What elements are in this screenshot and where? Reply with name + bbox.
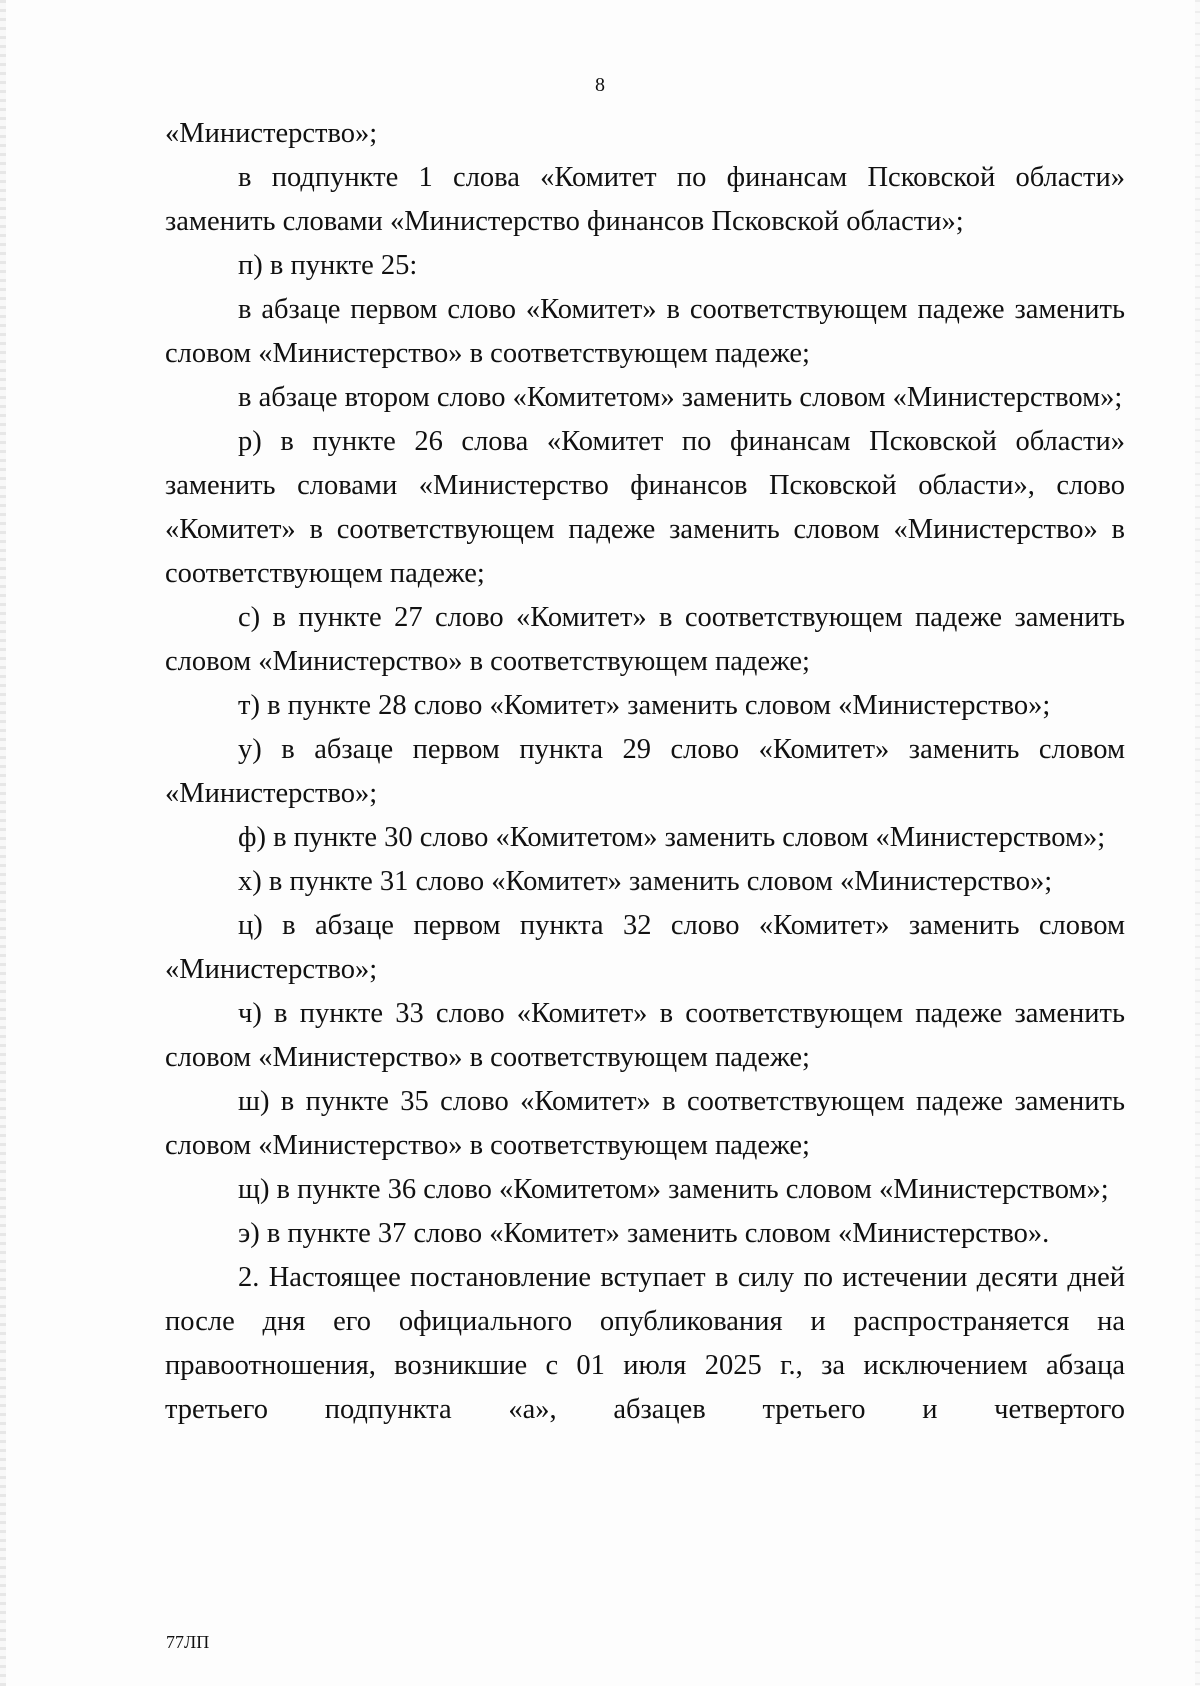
paragraph: ш) в пункте 35 слово «Комитет» в соответствующем падеже заменить словом «Министерство» в соответствующем падеже; <box>165 1086 1125 1161</box>
paragraph: «Министерство»; <box>165 118 378 149</box>
paragraph: ф) в пункте 30 слово «Комитетом» заменить словом «Министерством»; <box>238 822 1106 853</box>
paragraph: п) в пункте 25: <box>238 250 418 281</box>
paragraph: в абзаце первом слово «Комитет» в соответствующем падеже заменить словом «Министерство» в соответствующем падеже; <box>165 294 1125 369</box>
paragraph: р) в пункте 26 слова «Комитет по финансам Псковской области» заменить словами «Министерство финансов Псковской области», слово «Комитет» в соответствующем падеже заменить словом «Министерство» в соответствующем падеже; <box>165 426 1125 589</box>
paragraph: у) в абзаце первом пункта 29 слово «Комитет» заменить словом «Министерство»; <box>165 734 1125 809</box>
footer-document-code: 77ЛП <box>166 1632 210 1652</box>
paragraph: в абзаце втором слово «Комитетом» заменить словом «Министерством»; <box>238 382 1123 413</box>
paragraph: т) в пункте 28 слово «Комитет» заменить словом «Министерство»; <box>238 690 1051 721</box>
paragraph: в подпункте 1 слова «Комитет по финансам Псковской области» заменить словами «Министерство финансов Псковской области»; <box>165 162 1125 237</box>
paragraph: щ) в пункте 36 слово «Комитетом» заменить словом «Министерством»; <box>238 1174 1109 1205</box>
paragraph: х) в пункте 31 слово «Комитет» заменить словом «Министерство»; <box>238 866 1053 897</box>
paragraph: ч) в пункте 33 слово «Комитет» в соответствующем падеже заменить словом «Министерство» в соответствующем падеже; <box>165 998 1125 1073</box>
paragraph: 2. Настоящее постановление вступает в силу по истечении десяти дней после дня его официального опубликования и распространяется на правоотношения, возникшие с 01 июля 2025 г., за исключением абзаца третьего подпункта «а», абзацев третьего и четвертого <box>165 1262 1125 1425</box>
scan-edge-right <box>1195 0 1200 1686</box>
paragraph: ц) в абзаце первом пункта 32 слово «Комитет» заменить словом «Министерство»; <box>165 910 1125 985</box>
paragraph: э) в пункте 37 слово «Комитет» заменить словом «Министерство». <box>238 1218 1050 1249</box>
document-body <box>165 112 1125 1432</box>
page-number: 8 <box>595 74 605 96</box>
scan-edge-left <box>0 0 6 1686</box>
paragraph: с) в пункте 27 слово «Комитет» в соответствующем падеже заменить словом «Министерство» в соответствующем падеже; <box>165 602 1125 677</box>
